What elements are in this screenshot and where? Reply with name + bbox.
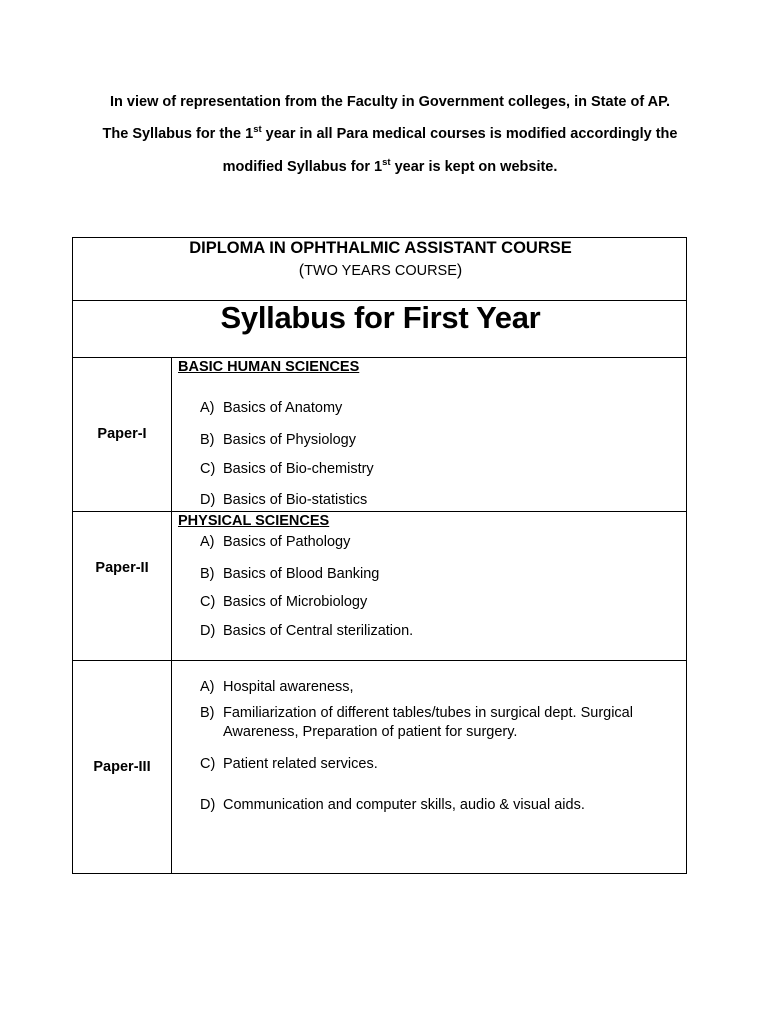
item-letter: C) — [200, 756, 216, 772]
list-item — [200, 623, 413, 639]
item-text: Basics of Blood Banking — [223, 566, 380, 582]
item-letter: D) — [200, 623, 216, 639]
intro-line-2 — [60, 126, 720, 142]
list-item — [200, 492, 367, 508]
item-text: Basics of Microbiology — [223, 594, 368, 610]
item-text: Patient related services. — [223, 756, 378, 772]
intro-line-2-end: year in all Para medical courses is modified accordingly the — [261, 126, 678, 142]
item-text: Basics of Central sterilization. — [223, 623, 414, 639]
item-text: Communication and computer skills, audio & visual aids. — [223, 797, 585, 813]
section-title: PHYSICAL SCIENCES — [178, 513, 330, 529]
list-item — [200, 566, 379, 582]
list-item — [200, 756, 378, 772]
list-item — [200, 534, 350, 550]
list-item — [200, 400, 342, 416]
course-duration — [73, 262, 688, 280]
item-text: Familiarization of different tables/tubes in surgical dept. Surgical — [223, 705, 633, 721]
intro-line-3-end: year is kept on website. — [390, 159, 558, 175]
section-title: BASIC HUMAN SCIENCES — [178, 359, 360, 375]
item-text: Basics of Physiology — [223, 432, 356, 448]
item-letter: C) — [200, 594, 216, 610]
syllabus-table — [72, 237, 687, 874]
item-text: Basics of Pathology — [223, 534, 351, 550]
item-text: Hospital awareness, — [223, 679, 354, 695]
item-letter: B) — [200, 705, 215, 721]
item-text: Basics of Bio-chemistry — [223, 461, 374, 477]
close-paren: ) — [456, 262, 463, 279]
list-item — [200, 594, 367, 610]
paper-label: Paper-III — [93, 759, 151, 775]
course-duration-text: TWO YEARS COURSE — [304, 263, 457, 279]
item-letter: A) — [200, 679, 215, 695]
list-item — [200, 432, 356, 448]
list-item — [200, 679, 354, 695]
item-letter: D) — [200, 492, 216, 508]
item-letter: C) — [200, 461, 216, 477]
item-text-continuation: Awareness, Preparation of patient for surgery. — [223, 724, 518, 740]
open-paren: ( — [298, 262, 305, 279]
paper-label: Paper-II — [95, 560, 149, 576]
intro-line-3 — [60, 159, 720, 175]
item-letter: D) — [200, 797, 216, 813]
list-item — [200, 705, 633, 740]
column-divider — [171, 357, 172, 873]
intro-line-1: In view of representation from the Faculty in Government colleges, in State of AP. — [110, 94, 670, 110]
ordinal-superscript: st — [382, 157, 391, 168]
intro-line-2-start: The Syllabus for the 1 — [102, 126, 254, 142]
paper-label: Paper-I — [97, 426, 147, 442]
item-letter: B) — [200, 566, 215, 582]
course-title: DIPLOMA IN OPHTHALMIC ASSISTANT COURSE — [189, 239, 572, 257]
list-item — [200, 461, 374, 477]
item-letter: A) — [200, 400, 215, 416]
item-text: Basics of Anatomy — [223, 400, 343, 416]
item-letter: B) — [200, 432, 215, 448]
row-divider — [73, 660, 686, 661]
ordinal-superscript: st — [253, 124, 262, 135]
intro-line-3-start: modified Syllabus for 1 — [222, 159, 383, 175]
item-letter: A) — [200, 534, 215, 550]
row-divider — [73, 511, 686, 512]
row-divider — [73, 357, 686, 358]
list-item — [200, 797, 585, 813]
syllabus-heading: Syllabus for First Year — [220, 300, 541, 335]
item-text: Basics of Bio-statistics — [223, 492, 368, 508]
